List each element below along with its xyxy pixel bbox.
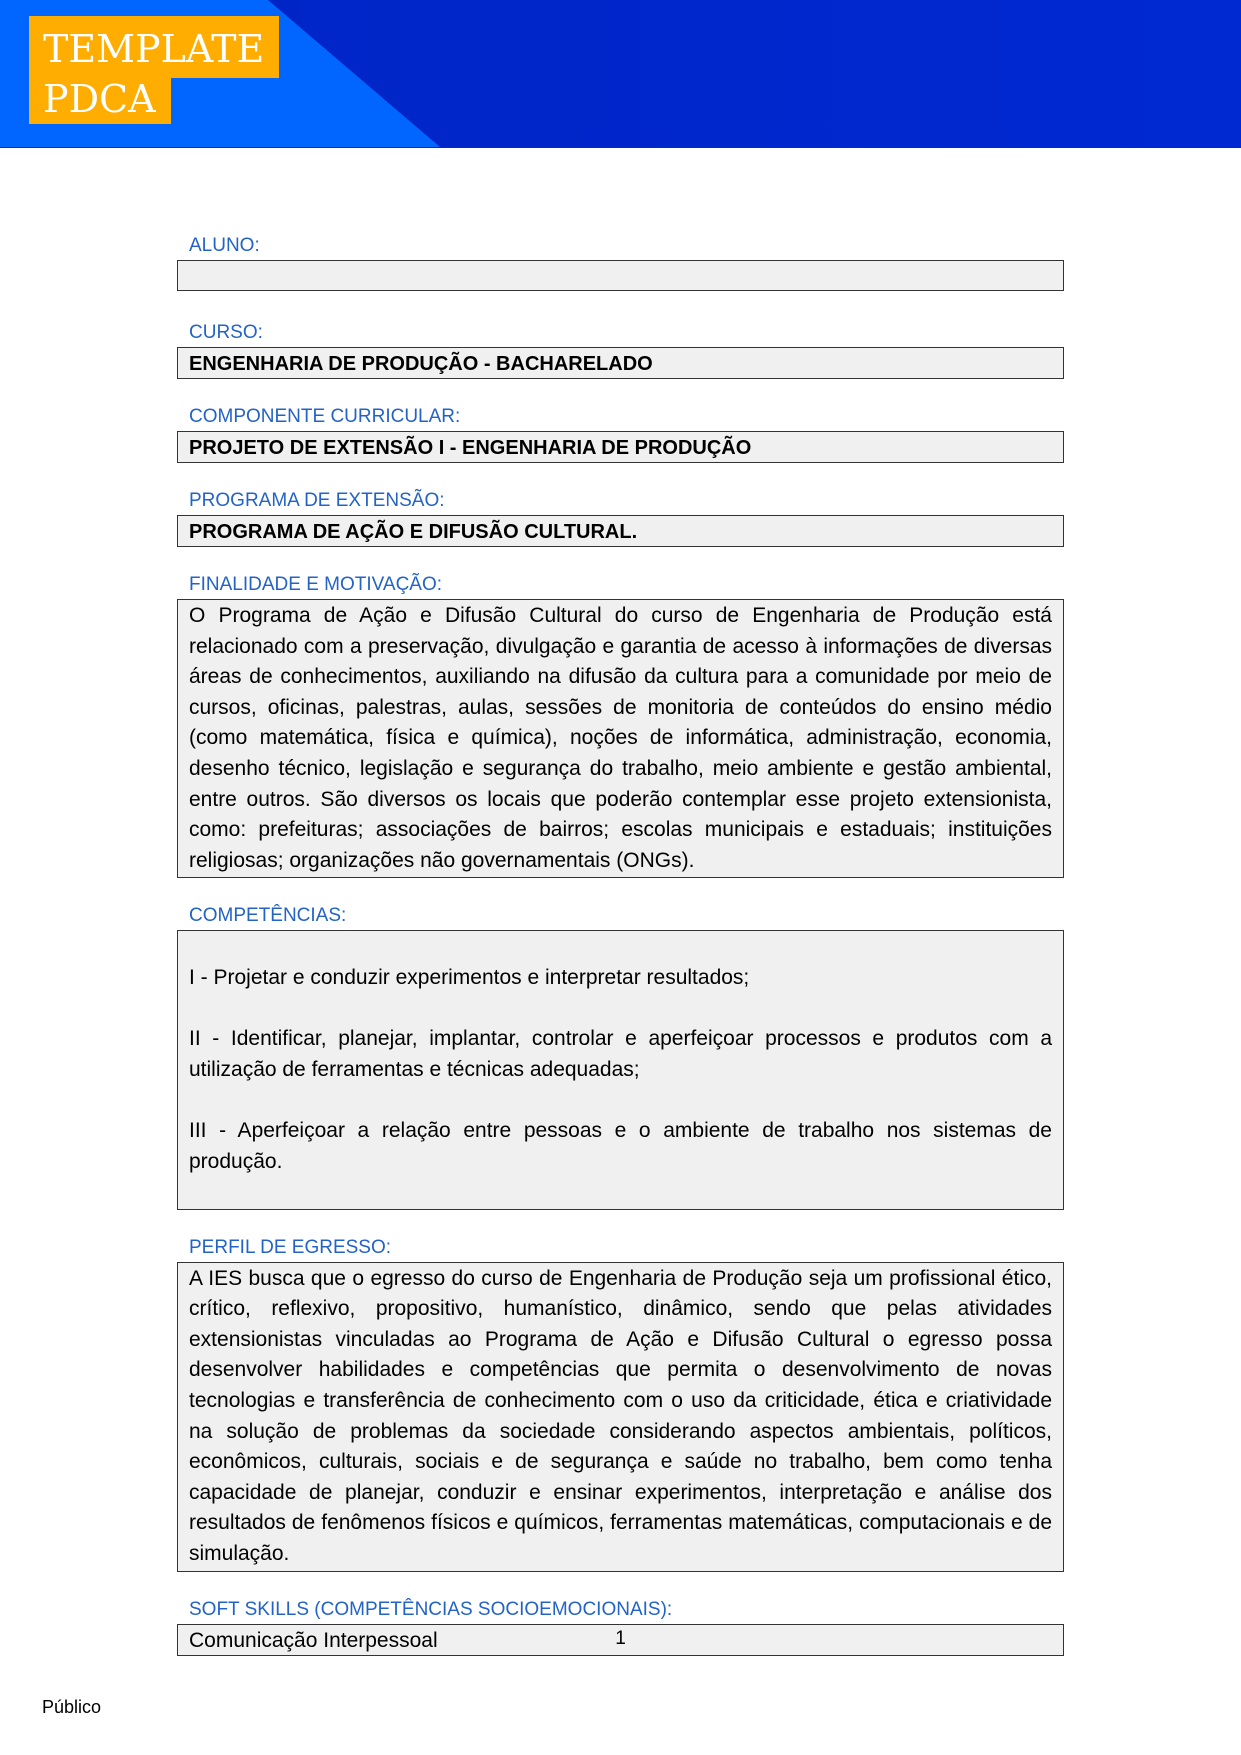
logo-line-1: TEMPLATE <box>43 27 265 71</box>
aluno-input[interactable] <box>177 260 1064 291</box>
competencia-item: I - Projetar e conduzir experimentos e interpretar resultados; <box>189 965 750 989</box>
competencias-list <box>177 930 1064 1209</box>
classification-label: Público <box>42 1697 102 1717</box>
logo-line-2: PDCA <box>43 77 156 121</box>
field-label: CURSO: <box>189 322 263 343</box>
template-pdca-logo <box>29 16 279 124</box>
field-competencias <box>177 902 1064 1209</box>
field-label: COMPETÊNCIAS: <box>189 905 347 927</box>
form-content <box>177 232 1064 1656</box>
field-label: PROGRAMA DE EXTENSÃO: <box>189 490 445 511</box>
logo-text <box>43 24 264 124</box>
perfil-egresso-text: A IES busca que o egresso do curso de Engenharia de Produção seja um profissional ético, crítico, reflexivo, propositivo, humanístico, dinâmico, sendo que pelas atividades extensionistas vinculadas ao Programa de Ação e Difusão Cultural o egresso possa desenvolver habilidades e competências que permita o desenvolvimento de novas tecnologias e transferência de conhecimento com o uso da criticidade, ética e criatividade na solução de problemas da sociedade considerando aspectos ambientais, políticos, econômicos, culturais, sociais e de segurança e saúde no trabalho, bem como tenha capacidade de planejar, conduzir e ensinar experimentos, interpretação e análise dos resultados de fenômenos físicos e químicos, ferramentas matemáticas, computacionais e de simulação. <box>177 1262 1064 1572</box>
page-number: 1 <box>615 1628 626 1649</box>
field-label: ALUNO: <box>189 235 260 256</box>
field-programa-extensao <box>177 487 1064 547</box>
field-componente-curricular <box>177 403 1064 463</box>
header-banner <box>0 0 1241 148</box>
curso-value: ENGENHARIA DE PRODUÇÃO - BACHARELADO <box>177 347 1064 379</box>
componente-curricular-value: PROJETO DE EXTENSÃO I - ENGENHARIA DE PRODUÇÃO <box>177 431 1064 463</box>
competencia-item: III - Aperfeiçoar a relação entre pessoas e o ambiente de trabalho nos sistemas de produção. <box>189 1118 1052 1173</box>
field-perfil-egresso <box>177 1234 1064 1572</box>
field-label: FINALIDADE E MOTIVAÇÃO: <box>189 574 443 595</box>
finalidade-motivacao-text: O Programa de Ação e Difusão Cultural do curso de Engenharia de Produção está relacionado com a preservação, divulgação e garantia de acesso à informações de diversas áreas de conhecimentos, auxiliando na difusão da cultura para a comunidade por meio de cursos, oficinas, palestras, aulas, sessões de monitoria de conteúdos do ensino médio (como matemática, física e química), noções de informática, administração, economia, desenho técnico, legislação e segurança do trabalho, meio ambiente e gestão ambiental, entre outros. São diversos os locais que poderão contemplar esse projeto extensionista, como: prefeituras; associações de bairros; escolas municipais e estaduais; instituições religiosas; organizações não governamentais (ONGs). <box>177 599 1064 878</box>
field-aluno <box>177 232 1064 291</box>
field-finalidade-motivacao <box>177 571 1064 878</box>
field-label: PERFIL DE EGRESSO: <box>189 1236 392 1258</box>
field-label: COMPONENTE CURRICULAR: <box>189 406 461 427</box>
field-label: SOFT SKILLS (COMPETÊNCIAS SOCIOEMOCIONAIS): <box>189 1598 673 1620</box>
field-curso <box>177 319 1064 379</box>
competencia-item: II - Identificar, planejar, implantar, controlar e aperfeiçoar processos e produtos com a utilização de ferramentas e técnicas adequadas; <box>189 1027 1052 1081</box>
programa-extensao-value: PROGRAMA DE AÇÃO E DIFUSÃO CULTURAL. <box>177 515 1064 547</box>
soft-skills-value: Comunicação Interpessoal <box>177 1624 1064 1656</box>
